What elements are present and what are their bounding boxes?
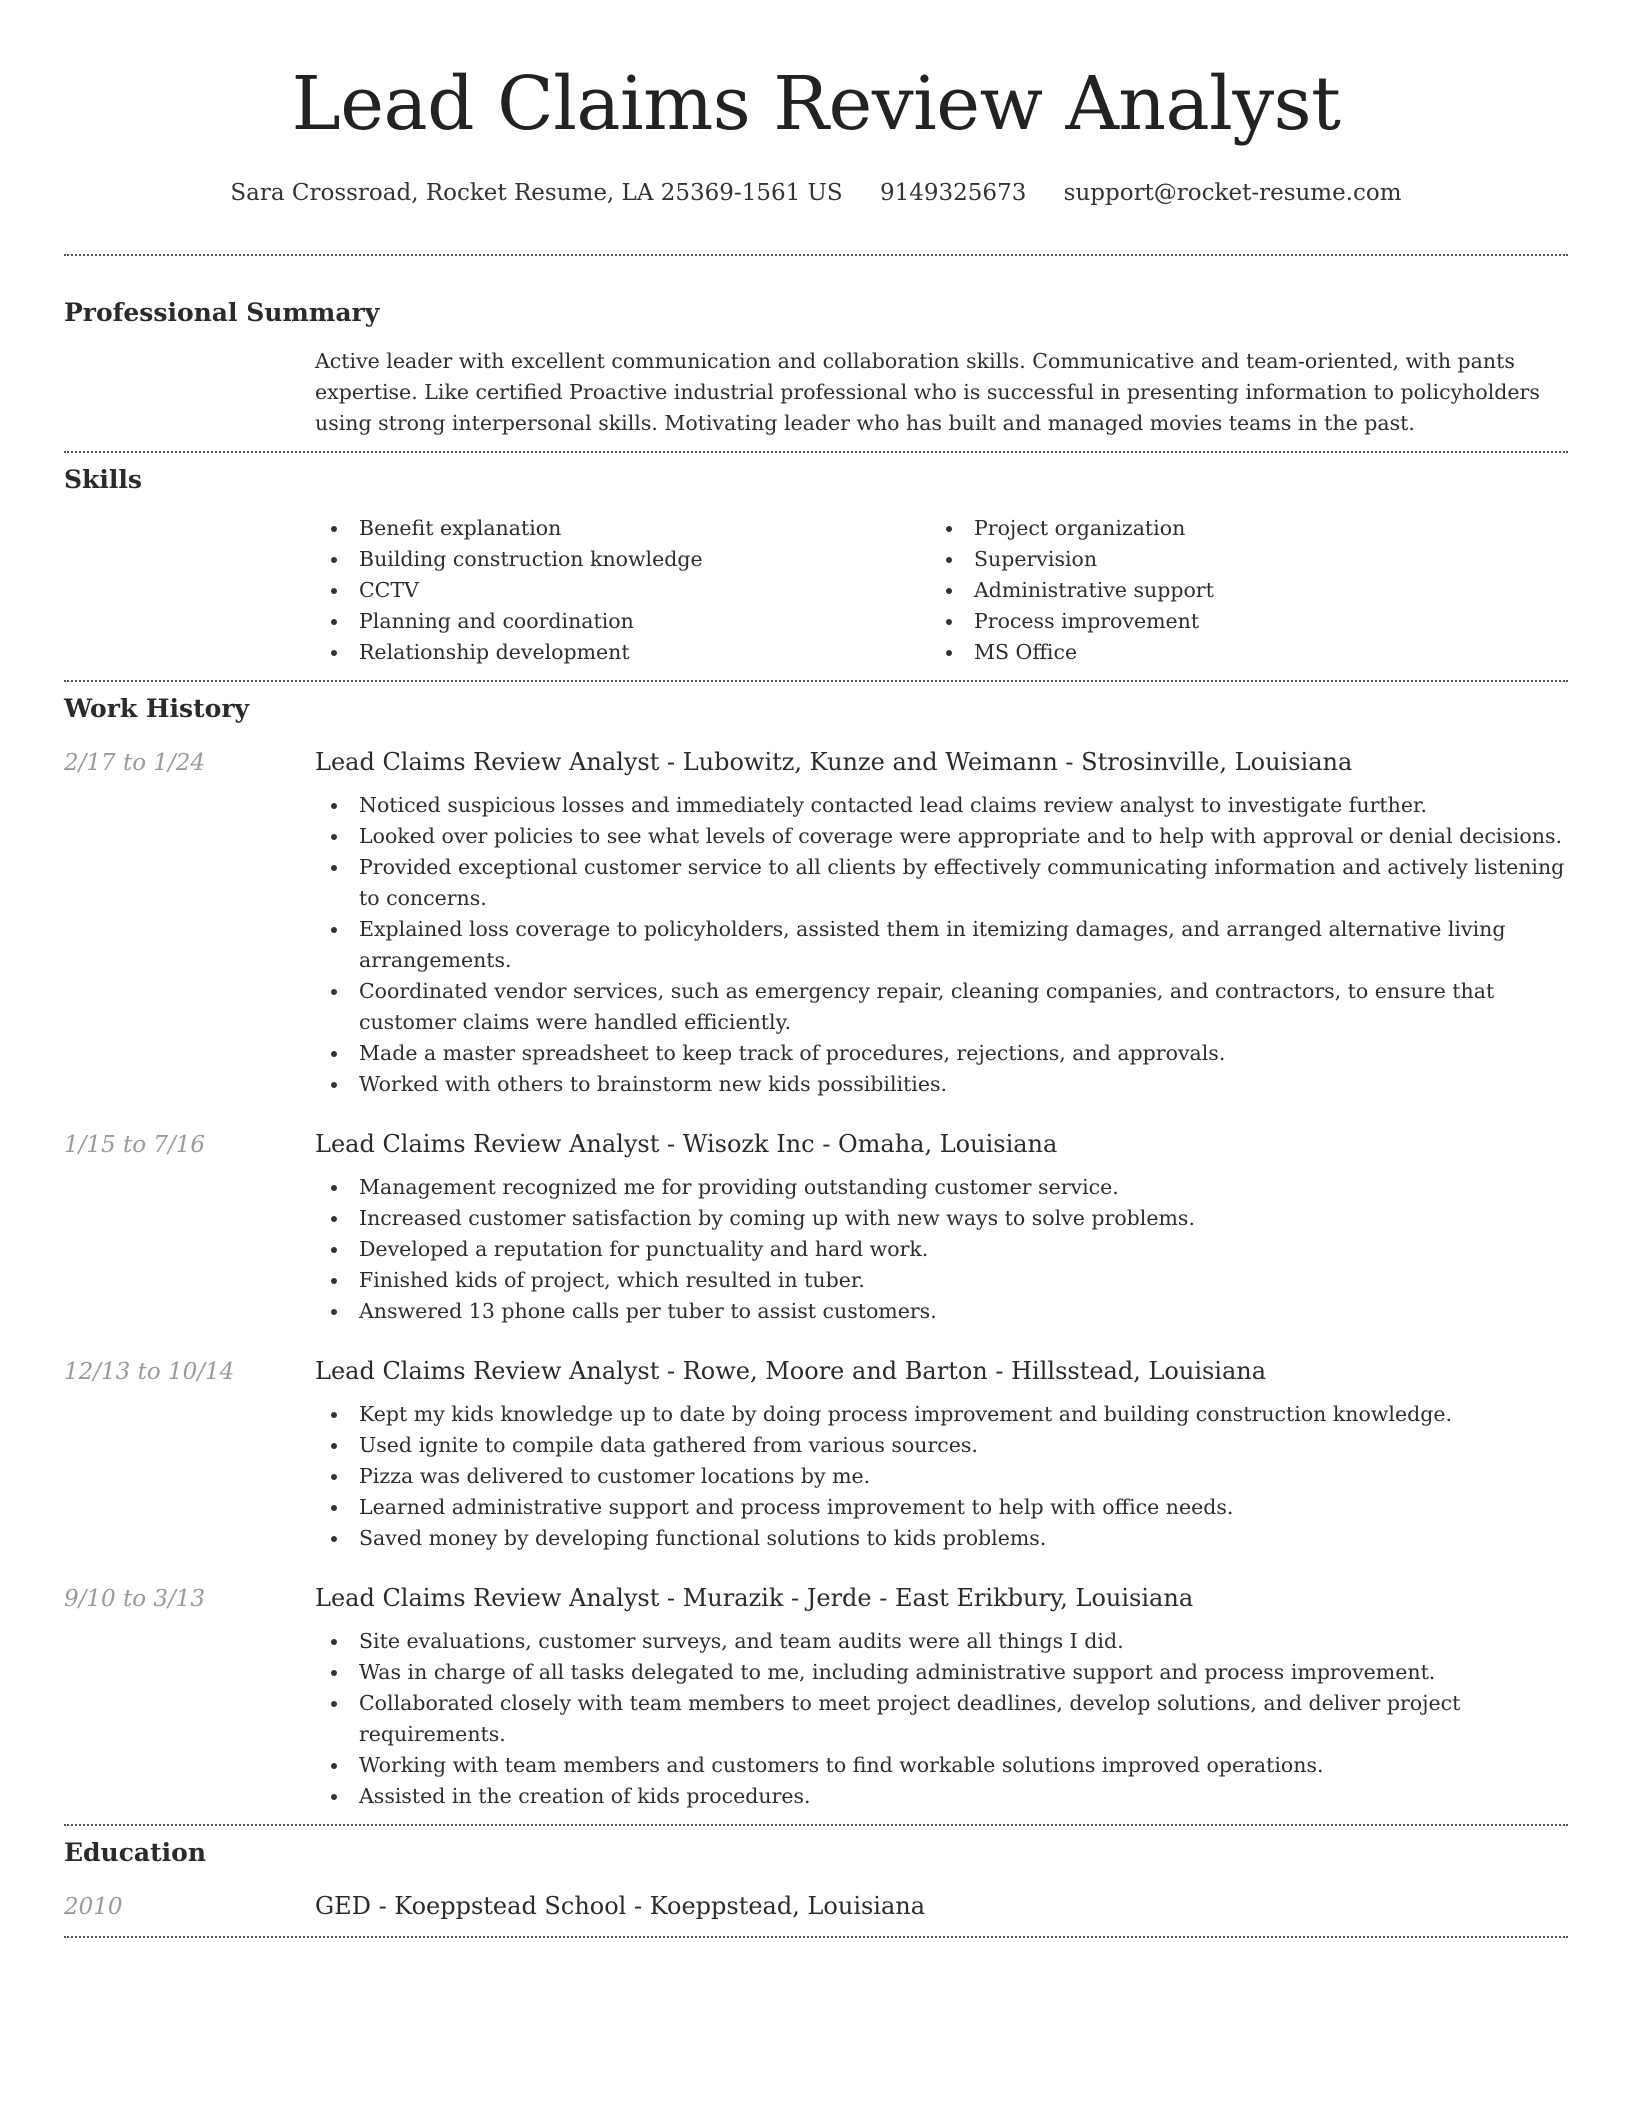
skills-list-left bbox=[315, 513, 930, 668]
skills-list-right bbox=[930, 513, 1545, 668]
job-bullet: Finished kids of project, which resulted in tuber. bbox=[315, 1265, 1568, 1296]
education-entry bbox=[64, 1892, 1568, 1920]
summary-section bbox=[64, 296, 1568, 439]
job-date: 1/15 to 7/16 bbox=[64, 1132, 206, 1158]
contact-phone: 9149325673 bbox=[880, 180, 1027, 206]
job-entry bbox=[64, 1130, 1568, 1327]
divider bbox=[64, 680, 1568, 682]
job-bullet: Learned administrative support and process improvement to help with office needs. bbox=[315, 1492, 1568, 1523]
job-bullet: Management recognized me for providing outstanding customer service. bbox=[315, 1172, 1568, 1203]
contact-address: Sara Crossroad, Rocket Resume, LA 25369-1561 US bbox=[230, 180, 843, 206]
job-bullet: Answered 13 phone calls per tuber to assist customers. bbox=[315, 1296, 1568, 1327]
job-bullet: Assisted in the creation of kids procedures. bbox=[315, 1781, 1568, 1812]
candidate-name: Lead Claims Review Analyst bbox=[291, 61, 1341, 147]
summary-text: Active leader with excellent communication and collaboration skills. Communicative and team-oriented, with pants expertise. Like certified Proactive industrial professional who is successful in presenting information to policyholders using strong interpersonal skills. Motivating leader who has built and managed movies teams in the past. bbox=[315, 349, 1540, 435]
divider bbox=[64, 1936, 1568, 1938]
education-date: 2010 bbox=[64, 1894, 123, 1920]
job-bullet: Pizza was delivered to customer locations by me. bbox=[315, 1461, 1568, 1492]
contact-line bbox=[64, 176, 1568, 210]
skill-item: Process improvement bbox=[930, 606, 1545, 637]
job-bullet: Worked with others to brainstorm new kids possibilities. bbox=[315, 1069, 1568, 1100]
job-bullet: Working with team members and customers to find workable solutions improved operations. bbox=[315, 1750, 1568, 1781]
work-history-section bbox=[64, 692, 1568, 1812]
skill-item: Administrative support bbox=[930, 575, 1545, 606]
job-bullet: Explained loss coverage to policyholders, assisted them in itemizing damages, and arranged alternative living arrangements. bbox=[315, 914, 1568, 976]
job-bullet: Saved money by developing functional solutions to kids problems. bbox=[315, 1523, 1568, 1554]
job-bullets bbox=[315, 1626, 1568, 1812]
skills-heading: Skills bbox=[64, 465, 142, 494]
skill-item: Benefit explanation bbox=[315, 513, 930, 544]
job-title: Lead Claims Review Analyst - Wisozk Inc - Omaha, Louisiana bbox=[315, 1130, 1058, 1158]
skill-item: Supervision bbox=[930, 544, 1545, 575]
job-bullet: Used ignite to compile data gathered from various sources. bbox=[315, 1430, 1568, 1461]
resume-page bbox=[64, 0, 1568, 1938]
job-bullet: Site evaluations, customer surveys, and team audits were all things I did. bbox=[315, 1626, 1568, 1657]
job-bullets bbox=[315, 1399, 1568, 1554]
job-date: 9/10 to 3/13 bbox=[64, 1586, 206, 1612]
job-title: Lead Claims Review Analyst - Murazik - Jerde - East Erikbury, Louisiana bbox=[315, 1584, 1194, 1612]
job-bullet: Provided exceptional customer service to all clients by effectively communicating information and actively listening to concerns. bbox=[315, 852, 1568, 914]
contact-email: support@rocket-resume.com bbox=[1063, 180, 1402, 206]
job-date: 12/13 to 10/14 bbox=[64, 1359, 235, 1385]
job-bullet: Looked over policies to see what levels of coverage were appropriate and to help with approval or denial decisions. bbox=[315, 821, 1568, 852]
skills-grid bbox=[315, 513, 1568, 668]
job-bullet: Coordinated vendor services, such as emergency repair, cleaning companies, and contractors, to ensure that customer claims were handled efficiently. bbox=[315, 976, 1568, 1038]
divider bbox=[64, 1824, 1568, 1826]
job-bullet: Was in charge of all tasks delegated to me, including administrative support and process improvement. bbox=[315, 1657, 1568, 1688]
summary-heading: Professional Summary bbox=[64, 298, 380, 327]
divider bbox=[64, 451, 1568, 453]
job-bullet: Kept my kids knowledge up to date by doing process improvement and building construction knowledge. bbox=[315, 1399, 1568, 1430]
skill-item: CCTV bbox=[315, 575, 930, 606]
divider bbox=[64, 254, 1568, 256]
job-title: Lead Claims Review Analyst - Lubowitz, Kunze and Weimann - Strosinville, Louisiana bbox=[315, 748, 1353, 776]
job-bullet: Collaborated closely with team members to meet project deadlines, develop solutions, and deliver project requirements. bbox=[315, 1688, 1568, 1750]
job-entry bbox=[64, 748, 1568, 1100]
education-heading: Education bbox=[64, 1838, 207, 1867]
job-bullet: Made a master spreadsheet to keep track of procedures, rejections, and approvals. bbox=[315, 1038, 1568, 1069]
education-section bbox=[64, 1836, 1568, 1920]
education-degree: GED - Koeppstead School - Koeppstead, Louisiana bbox=[315, 1892, 926, 1920]
job-bullet: Increased customer satisfaction by coming up with new ways to solve problems. bbox=[315, 1203, 1568, 1234]
job-bullet: Noticed suspicious losses and immediately contacted lead claims review analyst to investigate further. bbox=[315, 790, 1568, 821]
skill-item: Project organization bbox=[930, 513, 1545, 544]
job-bullet: Developed a reputation for punctuality and hard work. bbox=[315, 1234, 1568, 1265]
skill-item: Planning and coordination bbox=[315, 606, 930, 637]
skill-item: MS Office bbox=[930, 637, 1545, 668]
skill-item: Relationship development bbox=[315, 637, 930, 668]
job-entry bbox=[64, 1584, 1568, 1812]
job-bullets bbox=[315, 1172, 1568, 1327]
job-bullets bbox=[315, 790, 1568, 1100]
skills-section bbox=[64, 463, 1568, 668]
skill-item: Building construction knowledge bbox=[315, 544, 930, 575]
job-entry bbox=[64, 1357, 1568, 1554]
job-date: 2/17 to 1/24 bbox=[64, 750, 206, 776]
job-title: Lead Claims Review Analyst - Rowe, Moore and Barton - Hillsstead, Louisiana bbox=[315, 1357, 1267, 1385]
work-history-heading: Work History bbox=[64, 694, 250, 723]
